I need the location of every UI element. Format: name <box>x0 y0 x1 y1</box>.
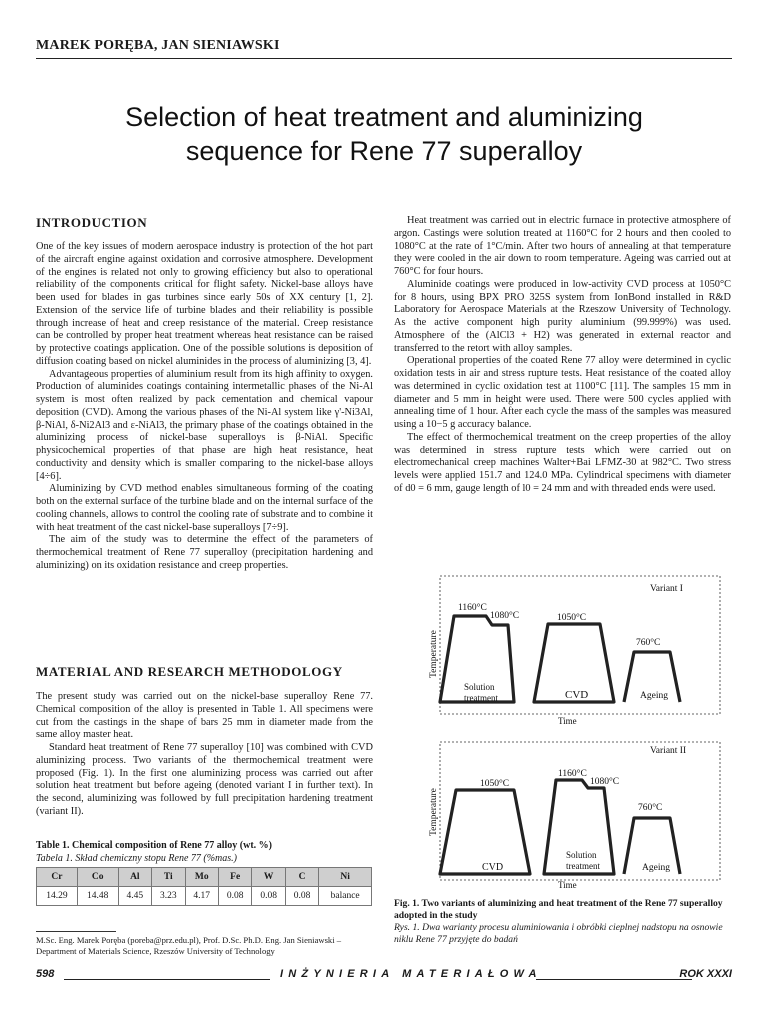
page-footer <box>36 968 732 986</box>
variant-1-panel <box>429 576 720 726</box>
table-header-row <box>37 868 372 887</box>
table-cell: 14.48 <box>77 887 118 906</box>
figure-caption-pl: Rys. 1. Dwa warianty procesu aluminiowania i obróbki cieplnej nadstopu na osnowie niklu Rene 77 przyjęte do badań <box>394 922 723 945</box>
methodology-heading: MATERIAL AND RESEARCH METHODOLOGY <box>36 664 343 679</box>
table-caption-pl: Tabela 1. Skład chemiczny stopu Rene 77 (%mas.) <box>36 853 237 864</box>
table-cell: 14.29 <box>37 887 78 906</box>
left-column-methods <box>36 691 373 819</box>
author-footnote: M.Sc. Eng. Marek Poręba (poreba@prz.edu.pl), Prof. D.Sc. Ph.D. Eng. Jan Sieniawski – Department of Materials Science, Rzeszów University of Technology <box>36 935 342 956</box>
paragraph: The effect of thermochemical treatment on the creep properties of the alloy was determined in stress rupture tests which were carried out on electromechanical creep machines Walter+Bai LFMZ-30 at 982°C. Two stress levels were applied 151.7 and 124.0 MPa. Cylindrical specimens with diameter of d0 = 6 mm, gauge length of l0 = 24 mm and with threaded ends were used. <box>394 431 731 494</box>
table-header-cell: Mo <box>185 868 218 887</box>
composition-table <box>36 867 372 906</box>
table-header-cell: Co <box>77 868 118 887</box>
right-column-text <box>394 215 731 496</box>
table-cell: 4.17 <box>185 887 218 906</box>
variant-1-solution-label-1: Solution <box>464 682 495 692</box>
variant-1-solution-label-2: treatment <box>464 693 498 703</box>
table-header-cell: W <box>252 868 285 887</box>
table-row <box>37 887 372 906</box>
paragraph: The aim of the study was to determine the effect of the parameters of thermochemical treatment of Rene 77 superalloy (precipitation hardening and aluminizing) on its oxidation resistance and creep properties. <box>36 534 373 571</box>
figure-heat-treatment-diagram <box>424 574 724 890</box>
table-header-cell: Fe <box>218 868 251 887</box>
variant-2-x-axis-label: Time <box>558 880 577 890</box>
paragraph: Advantageous properties of aluminium result from its high affinity to oxygen. Production of aluminides coatings containing intermetallic phases of the Ni-Al system is most often realized by pack cementation and chemical vapour deposition (CVD). Among the various phases of the Ni-Al system like γ'-Ni3Al, β-NiAl, δ-Ni2Al3 and ε-NiAl3, the primary phase of the coatings obtained in the aluminizing process of nickel-base superalloys is β-NiAl. Specific physicochemical properties of that phase are high heat resistance, heat conductivity and density which is smaller comparing to the nickel-base alloys [4÷6]. <box>36 368 373 482</box>
variant-1-temp-1050: 1050°C <box>557 613 587 623</box>
table-cell: 3.23 <box>152 887 185 906</box>
variant-2-temp-1080: 1080°C <box>590 777 620 787</box>
paragraph: The present study was carried out on the nickel-base superalloy Rene 77. Chemical composition of the alloy is presented in Table 1. All specimens were cut from the castings in the shape of bars 25 mm in diameter made from the same alloy master heat. <box>36 691 373 741</box>
variant-2-ageing-label: Ageing <box>642 863 670 873</box>
variant-1-temp-1160: 1160°C <box>458 603 487 613</box>
variant-1-ageing-label: Ageing <box>640 691 668 701</box>
table-cell: 0.08 <box>252 887 285 906</box>
paragraph: Aluminide coatings were produced in low-activity CVD process at 1050°C for 8 hours, using BPX PRO 325S system from IonBond installed in R&D Laboratory for Aerospace Materials at the Rzeszow University of Technology. As the active component high purity aluminium (99.999%) was used. Atmosphere of the (AlCl3 + H2) was generated in external reactor and transferred to the retort with alloy samples. <box>394 278 731 354</box>
table-header-cell: Ti <box>152 868 185 887</box>
journal-name: INŻYNIERIA MATERIAŁOWA <box>280 968 542 980</box>
paragraph: Heat treatment was carried out in electric furnace in protective atmosphere of argon. Castings were solution treated at 1160°C for 2 hours and then cooled to 1080°C at the rate of 1°C/min. After two hours of annealing at that temperature they were cooled in the air down to room temperature. Ageing was carried out at 760°C for four hours. <box>394 215 731 277</box>
table-cell: 0.08 <box>218 887 251 906</box>
variant-1-temp-760: 760°C <box>636 638 661 648</box>
introduction-heading: INTRODUCTION <box>36 215 148 230</box>
table-caption-en: Table 1. Chemical composition of Rene 77 alloy (wt. %) <box>36 840 273 851</box>
table-header-cell: C <box>285 868 318 887</box>
authors: MAREK PORĘBA, JAN SIENIAWSKI <box>36 38 280 53</box>
left-column-intro <box>36 241 373 573</box>
paragraph: Standard heat treatment of Rene 77 superalloy [10] was combined with CVD aluminizing process. Two variants of the thermochemical treatment were proposed (Fig. 1). In the first one aluminizing process was carried out after solution heat treatment but before ageing (denoted variant I in further text). In the second, aluminizing was followed by full precipitation hardening treatment (variant II). <box>36 742 373 817</box>
variant-2-panel <box>429 742 720 890</box>
footer-rule-right <box>536 979 692 980</box>
paragraph: One of the key issues of modern aerospace industry is protection of the hot part of the aircraft engine against oxidation and corrosive atmosphere. Development of the engines is related not only to growing efficiency but also to operational reliability of the components critical for flight safety. Nickel-base alloys have been used for blades in gas turbines since early 50s of XX century [1, 2]. Extension of the service life of turbine blades and their reliability is possible through increase of heat and creep resistance of the material. Creep resistance can be controlled by proper heat treatment whereas heat resistance can be raised by protective coatings application. One of the possible solutions is deposition of diffusion coating based on nickel aluminides in the process of aluminizing [3, 4]. <box>36 241 373 367</box>
table-cell: balance <box>319 887 372 906</box>
variant-2-cvd-label: CVD <box>482 862 504 873</box>
table-header-cell: Ni <box>319 868 372 887</box>
variant-1-y-axis-label: Temperature <box>429 630 439 678</box>
table-cell: 0.08 <box>285 887 318 906</box>
variant-2-label: Variant II <box>650 746 687 756</box>
variant-2-temp-760: 760°C <box>638 803 663 813</box>
table-header-cell: Cr <box>37 868 78 887</box>
paragraph: Operational properties of the coated Rene 77 alloy were determined in cyclic oxidation tests in air and stress rupture tests. Heat resistance of the coated alloy was determined in cyclic oxidation test at 1100°C [11]. The samples 15 mm in diameter and 5 mm in height were used. There were 500 cycles applied with annealing time of 1 hour. After each cycle the mass of the samples was measured using a 10−5 g accuracy balance. <box>394 355 731 430</box>
variant-1-temp-1080: 1080°C <box>490 611 520 621</box>
variant-2-solution-label-2: treatment <box>566 861 600 871</box>
title-line-2: sequence for Rene 77 superalloy <box>185 136 583 166</box>
variant-2-y-axis-label: Temperature <box>429 788 439 836</box>
variant-1-cvd-label: CVD <box>565 689 589 701</box>
table-header-cell: Al <box>118 868 151 887</box>
variant-1-label: Variant I <box>650 584 683 594</box>
variant-2-temp-1050: 1050°C <box>480 779 510 789</box>
page-number: 598 <box>36 968 55 980</box>
footer-rule-left <box>64 979 270 980</box>
paragraph: Aluminizing by CVD method enables simultaneous forming of the coating both on the external surface of the turbine blade and on the internal surface of the cooling channels, allows to control the cooling rate of substrate and to combine it with heat treatment of the cast nickel-base superalloys [7÷9]. <box>36 483 373 533</box>
variant-2-solution-label-1: Solution <box>566 850 597 860</box>
table-cell: 4.45 <box>118 887 151 906</box>
figure-caption-en: Fig. 1. Two variants of aluminizing and heat treatment of the Rene 77 superalloy adopted in the study <box>394 898 723 921</box>
journal-volume: ROK XXXI <box>679 968 732 980</box>
title-line-1: Selection of heat treatment and aluminizing <box>125 102 643 132</box>
article-title <box>40 100 728 168</box>
variant-2-temp-1160: 1160°C <box>558 769 587 779</box>
variant-1-x-axis-label: Time <box>558 716 577 726</box>
header-rule <box>36 58 732 59</box>
footnote-rule <box>36 931 116 932</box>
